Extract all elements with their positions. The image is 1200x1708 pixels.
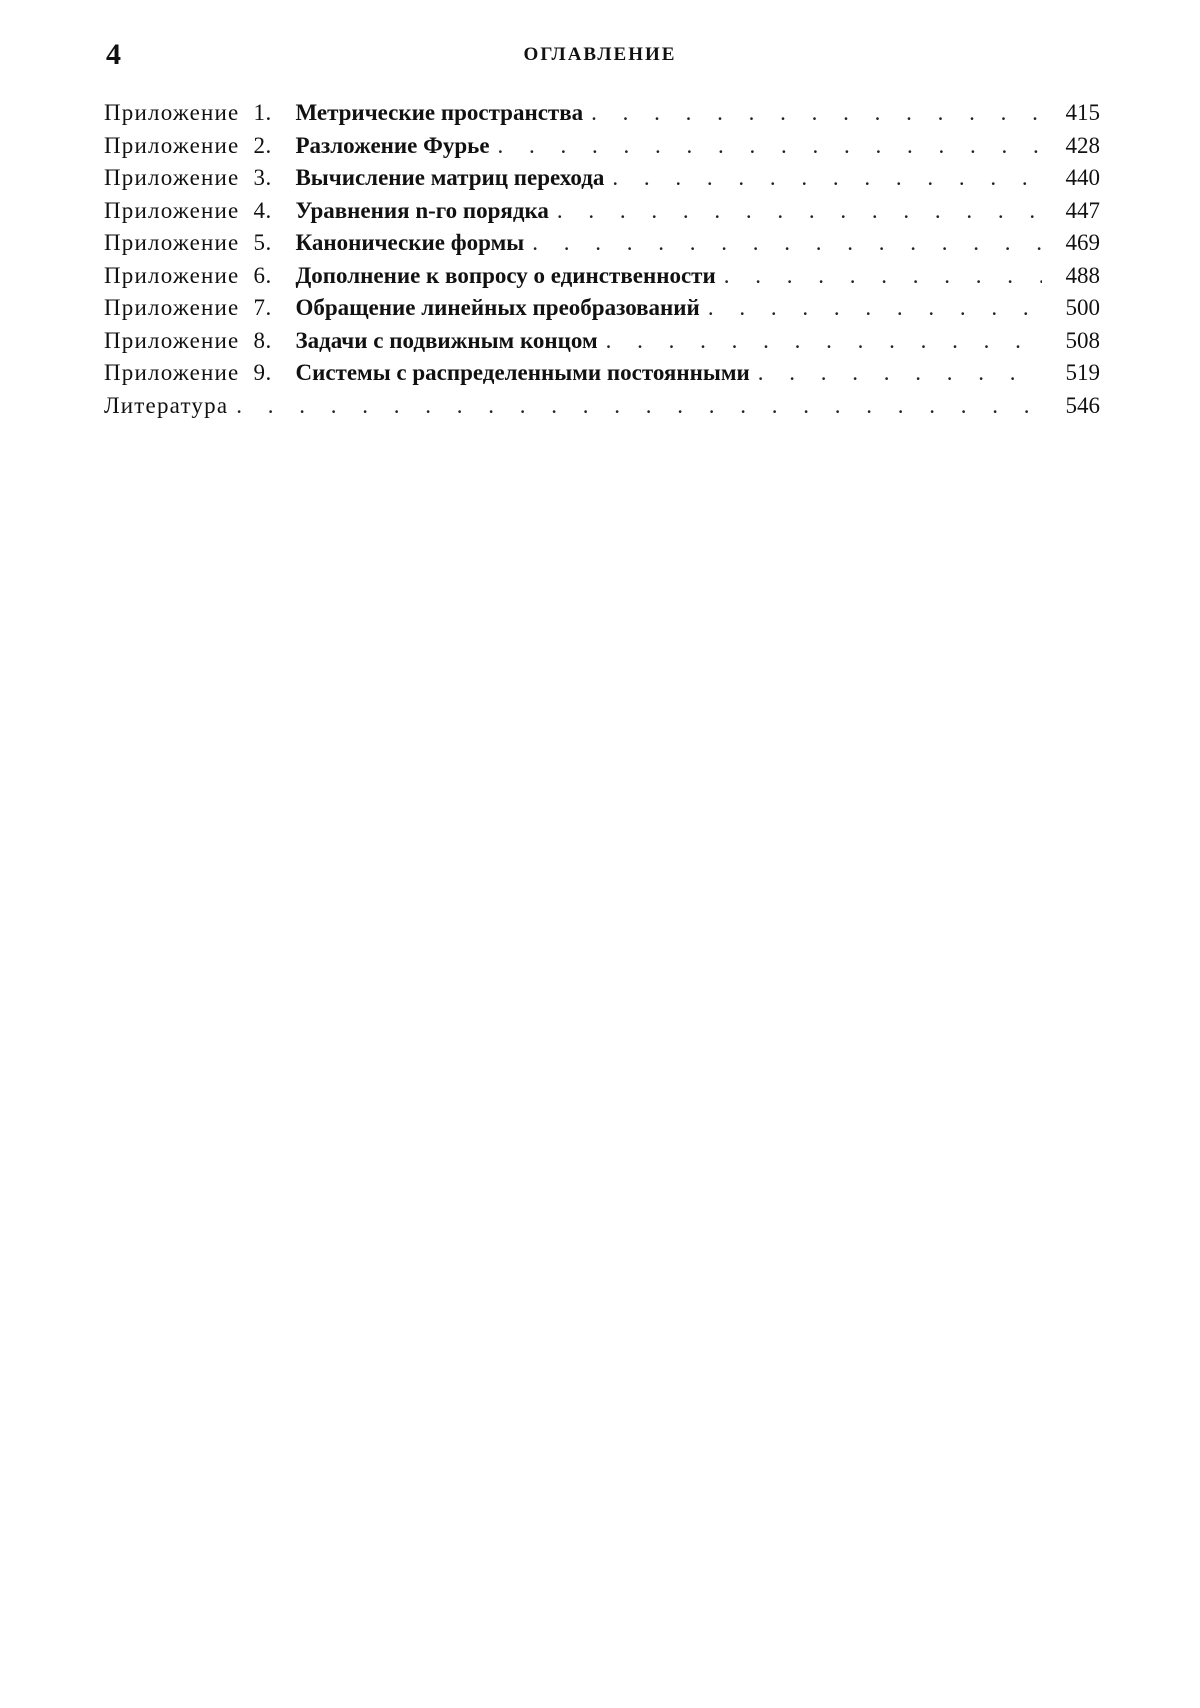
toc-entry-title: Системы с распределенными постоянными: [295, 360, 750, 385]
toc-dot-leader: [612, 165, 1042, 191]
toc-entry-label: Приложение: [104, 360, 240, 385]
toc-entry-appendix-2[interactable]: [104, 133, 1100, 166]
toc-entry-label: Приложение: [104, 327, 240, 353]
toc-dot-leader: [557, 198, 1042, 224]
toc-entry-appendix-3[interactable]: [104, 165, 1100, 198]
table-of-contents: [104, 100, 1100, 425]
toc-entry-number: 9.: [253, 360, 272, 385]
toc-entry-label: Приложение: [104, 132, 240, 158]
toc-dot-leader: [708, 295, 1042, 321]
toc-entry-literature[interactable]: [104, 393, 1100, 426]
toc-dot-leader: [724, 263, 1042, 289]
toc-entry-page: 488: [1065, 262, 1100, 288]
toc-entry-page: 469: [1065, 230, 1100, 255]
toc-entry-number: 1.: [253, 100, 272, 125]
toc-entry-title: Дополнение к вопросу о единственности: [295, 262, 716, 288]
toc-entry-page: 415: [1065, 100, 1100, 125]
toc-entry-title: Задачи с подвижным концом: [295, 327, 598, 353]
toc-entry-title: Канонические формы: [295, 230, 525, 255]
running-title: ОГЛАВЛЕНИЕ: [523, 44, 677, 65]
toc-entry-label: Приложение: [104, 295, 240, 320]
toc-dot-leader: [758, 360, 1042, 386]
toc-entry-appendix-7[interactable]: [104, 295, 1100, 328]
toc-entry-appendix-9[interactable]: [104, 360, 1100, 393]
toc-entry-number: 7.: [253, 295, 272, 320]
toc-entry-number: 5.: [253, 230, 272, 255]
toc-entry-page: 546: [1065, 392, 1100, 418]
toc-entry-appendix-8[interactable]: [104, 328, 1100, 361]
toc-entry-label: Литература: [104, 392, 229, 418]
toc-entry-title: Метрические пространства: [295, 100, 584, 125]
toc-entry-number: 8.: [253, 327, 272, 353]
toc-entry-page: 508: [1065, 327, 1100, 353]
toc-entry-page: 428: [1065, 132, 1100, 158]
toc-dot-leader: [532, 230, 1042, 256]
toc-dot-leader: [591, 100, 1042, 126]
toc-entry-label: Приложение: [104, 197, 240, 223]
toc-entry-page: 440: [1065, 165, 1100, 190]
toc-entry-title: Вычисление матриц перехода: [295, 165, 605, 190]
toc-entry-number: 3.: [253, 165, 272, 190]
toc-entry-number: 2.: [253, 132, 272, 158]
toc-dot-leader: [498, 133, 1042, 159]
toc-entry-label: Приложение: [104, 262, 240, 288]
toc-entry-appendix-4[interactable]: [104, 198, 1100, 231]
toc-dot-leader: [606, 328, 1042, 354]
toc-entry-appendix-5[interactable]: [104, 230, 1100, 263]
toc-entry-page: 519: [1065, 360, 1100, 385]
page-number: 4: [106, 38, 121, 71]
toc-entry-title: Разложение Фурье: [295, 132, 490, 158]
toc-entry-label: Приложение: [104, 230, 240, 255]
toc-entry-title: Уравнения n-го порядка: [295, 197, 549, 223]
toc-dot-leader: [236, 393, 1042, 419]
toc-entry-appendix-1[interactable]: [104, 100, 1100, 133]
toc-entry-title: Обращение линейных преобразований: [295, 295, 700, 320]
toc-entry-label: Приложение: [104, 100, 240, 125]
toc-entry-label: Приложение: [104, 165, 240, 190]
toc-entry-number: 4.: [253, 197, 272, 223]
toc-entry-page: 447: [1065, 197, 1100, 223]
toc-entry-appendix-6[interactable]: [104, 263, 1100, 296]
toc-entry-number: 6.: [253, 262, 272, 288]
toc-entry-page: 500: [1065, 295, 1100, 320]
